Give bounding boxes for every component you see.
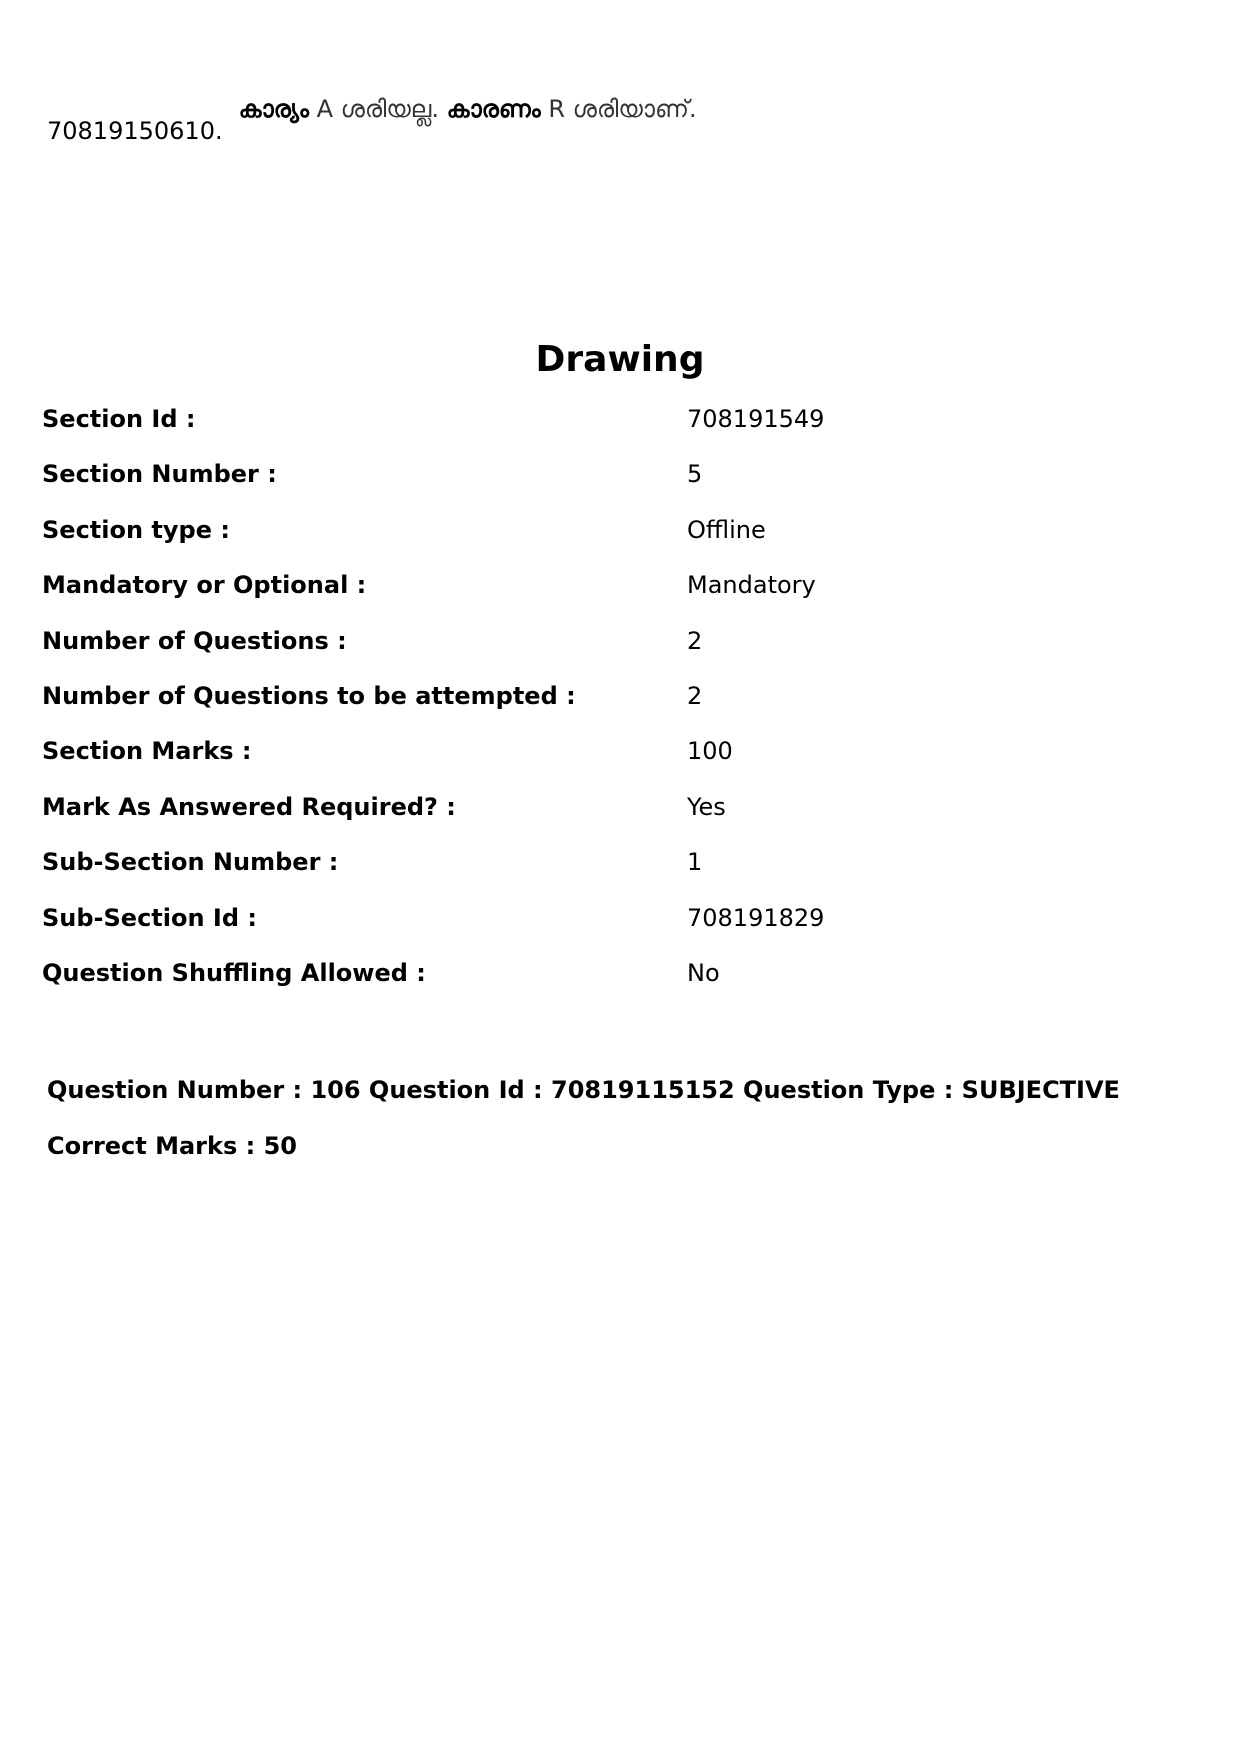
info-row-questions-to-attempt [42,681,1042,736]
info-row-mark-as-answered [42,792,1042,847]
info-row-sub-section-id [42,903,1042,958]
option-text-mid-1: A ശരിയല്ല. [308,95,447,123]
info-label: Mandatory or Optional : [42,571,367,600]
info-value: 708191549 [687,405,825,433]
question-header: Question Number : 106 Question Id : 70819115152 Question Type : SUBJECTIVE [47,1076,1120,1104]
info-value: Yes [687,792,726,821]
info-value: Offline [687,515,766,544]
answer-option [47,96,697,146]
info-value: 100 [687,737,733,766]
info-label: Section type : [42,515,230,544]
info-value: 2 [687,626,703,655]
info-row-question-shuffling [42,958,1042,1013]
info-row-section-type [42,515,1042,570]
info-label: Section Marks : [42,737,252,766]
option-text-bold-1: കാര്യം [238,95,309,123]
option-text [239,94,697,124]
option-text-mid-2: R ശരിയാണ്. [540,95,697,123]
info-row-sub-section-number [42,847,1042,902]
option-id: 70819150610. [47,117,223,145]
info-label: Section Id : [42,405,196,433]
correct-marks: Correct Marks : 50 [47,1132,297,1160]
option-text-bold-2: കാരണം [446,95,541,123]
info-label: Number of Questions to be attempted : [42,681,576,710]
info-label: Section Number : [42,460,277,489]
info-row-mandatory [42,570,1042,625]
info-label: Mark As Answered Required? : [42,792,456,821]
section-title: Drawing [535,339,705,380]
info-label: Sub-Section Id : [42,903,257,932]
info-value: No [687,958,720,987]
info-value: 5 [687,460,703,489]
section-info-table [42,404,1042,1013]
info-row-question-count [42,626,1042,681]
info-row-section-id [42,404,1042,459]
info-value: Mandatory [687,571,816,600]
info-label: Number of Questions : [42,626,347,655]
info-value: 2 [687,681,703,710]
info-label: Question Shuffling Allowed : [42,958,426,987]
info-row-section-marks [42,736,1042,791]
info-label: Sub-Section Number : [42,848,339,877]
info-value: 708191829 [687,903,825,932]
info-row-section-number [42,459,1042,514]
info-value: 1 [687,848,703,877]
